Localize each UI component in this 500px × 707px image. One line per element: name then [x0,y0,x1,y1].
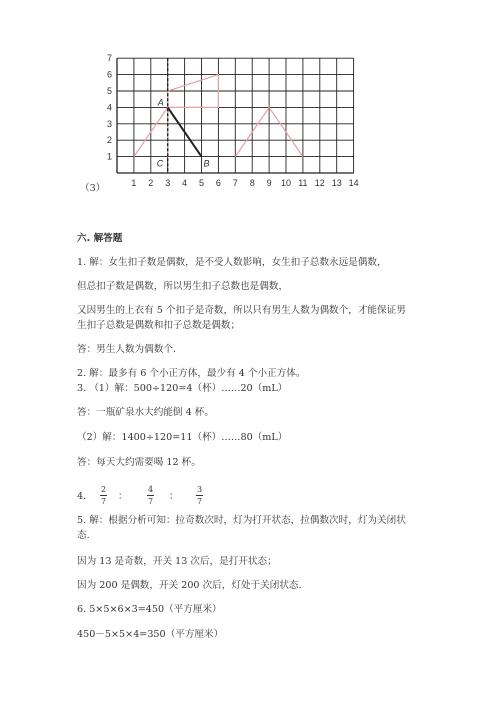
y-tick-label: 4 [106,102,112,113]
ratio-separator-2: ： [169,491,179,502]
answer-1-line-3: 又因男生的上衣有 5 个扣子是奇数，所以只有男生人数为偶数个，才能保证男 [77,305,406,316]
answer-1-line-2: 但总扣子数是偶数，所以男生扣子总数也是偶数， [77,281,289,292]
x-tick-label: 13 [331,178,342,188]
figure-part-label: （3） [80,183,106,194]
coordinate-grid-figure [0,0,500,210]
answer-5-line-2: 态. [77,530,90,541]
answer-6-line-2: 450－5×5×4=350（平方厘米） [77,629,224,640]
answer-3-part-1: 3. （1）解：500÷120=4（杯）……20（mL） [77,383,288,394]
answer-3-conclusion-2: 答：每天大约需要喝 12 杯。 [77,457,201,468]
fraction-2-bar [147,495,154,496]
x-tick-label: 4 [182,178,188,188]
y-tick-label: 7 [106,53,112,64]
point-label-C: C [156,158,164,169]
x-tick-label: 9 [266,178,272,188]
answer-3-part-2: （2）解：1400÷120=11（杯）……80（mL） [77,432,288,443]
answer-3-conclusion-1: 答：一瓶矿泉水大约能倒 4 杯。 [77,407,214,418]
y-tick-label: 3 [106,118,112,129]
fraction-1 [100,485,107,506]
ratio-separator-1: ： [118,491,128,502]
fraction-2 [147,485,154,506]
shape-figure-1 [134,75,219,157]
x-tick-label: 10 [280,178,292,188]
fraction-3-bar [196,495,203,496]
fraction-3 [196,485,203,506]
answer-4-label: 4. [77,491,87,502]
answer-5-line-4: 因为 200 是偶数，开关 200 次后，灯处于关闭状态. [77,580,302,591]
fraction-3-denominator: 7 [196,497,203,506]
fraction-1-numerator: 2 [100,485,107,494]
section-title: 六. 解答题 [77,233,123,244]
x-tick-label: 7 [232,178,238,188]
answer-1-conclusion: 答：男生人数为偶数个. [77,344,176,355]
fraction-1-bar [100,495,107,496]
fraction-2-numerator: 4 [147,485,154,494]
x-tick-label: 14 [348,178,359,188]
answer-2: 2. 解：最多有 6 个小正方体，最少有 4 个小正方体。 [77,368,306,379]
fraction-3-numerator: 3 [196,485,203,494]
point-label-B: B [203,158,210,169]
x-tick-label: 3 [165,178,171,188]
y-tick-label: 1 [106,151,112,162]
x-tick-label: 6 [215,178,221,188]
answer-6-line-1: 6. 5×5×6×3=450（平方厘米） [77,604,222,615]
point-label-A: A [157,97,164,108]
answer-1-line-4: 生扣子总数是偶数和扣子总数是偶数； [77,320,241,331]
x-tick-label: 2 [148,178,154,188]
fraction-2-denominator: 7 [147,497,154,506]
x-tick-label: 5 [198,178,205,188]
x-tick-label: 12 [314,178,325,188]
x-tick-label: 11 [298,178,308,188]
y-tick-label: 5 [106,86,112,96]
answer-5-line-1: 5. 解：根据分析可知：拉奇数次时，灯为打开状态，拉偶数次时，灯为关闭状 [77,515,406,526]
x-tick-label: 8 [249,178,255,188]
answer-1-line-1: 1. 解：女生扣子数是偶数，是不受人数影响，女生扣子总数永远是偶数， [77,257,387,268]
answer-5-line-3: 因为 13 是奇数，开关 13 次后，是打开状态； [77,556,277,567]
y-tick-label: 6 [106,69,112,80]
x-tick-label: 1 [131,178,137,188]
y-tick-label: 2 [106,135,112,146]
fraction-1-denominator: 7 [100,497,107,506]
